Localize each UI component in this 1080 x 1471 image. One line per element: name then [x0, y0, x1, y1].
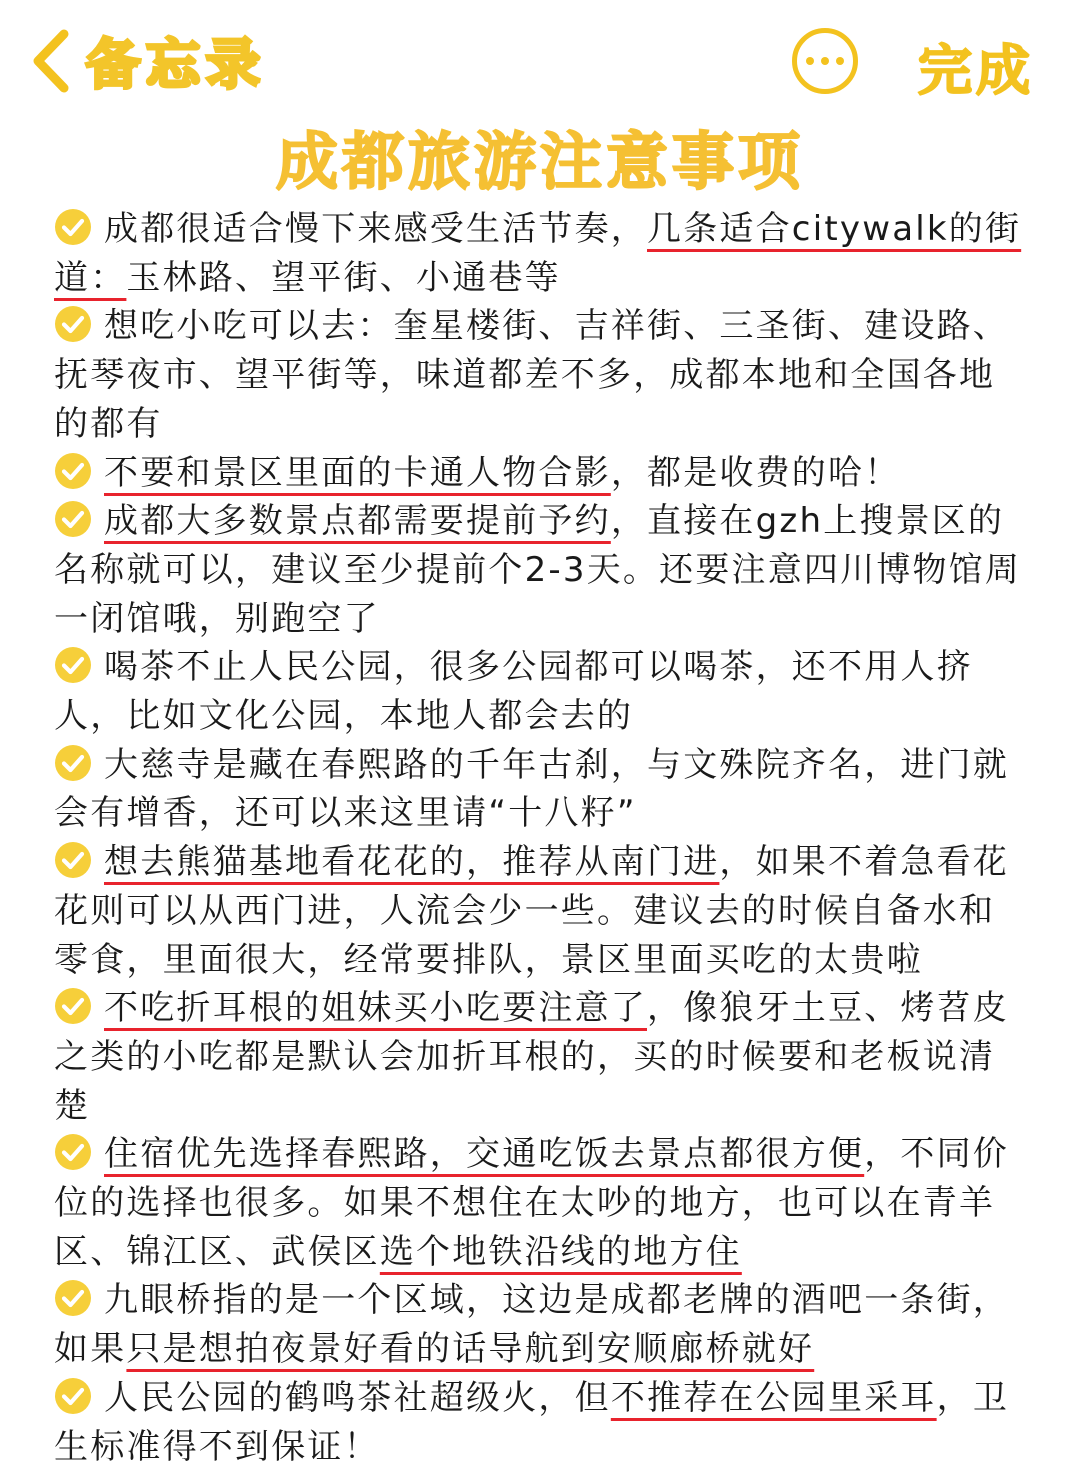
- underlined-text: 选个地铁沿线的地方住: [379, 1231, 742, 1272]
- underlined-text: 只是想拍夜景好看的话导航到安顺廊桥就好: [126, 1329, 815, 1370]
- note-text: 想吃小吃可以去：奎星楼街、吉祥街、三圣街、建设路、抚琴夜市、望平街等，味道都差不多，成都本地和全国各地的都有: [54, 306, 1009, 444]
- note-item: [54, 643, 1030, 740]
- underlined-text: 住宿优先选择春熙路，交通吃饭去景点都很方便: [104, 1134, 865, 1175]
- chevron-left-icon: [30, 28, 72, 94]
- underlined-text: 不推荐在公园里采耳: [610, 1377, 937, 1418]
- checkmark-icon: [54, 1377, 92, 1415]
- back-label: 备忘录: [86, 33, 266, 96]
- note-body[interactable]: [54, 205, 1030, 1471]
- checkmark-icon: [54, 452, 92, 490]
- checkmark-icon: [54, 208, 92, 246]
- more-options-button[interactable]: [792, 28, 858, 94]
- note-title: 成都旅游注意事项: [275, 125, 804, 198]
- note-text: ，如果不着急看花花则可以从西门进，人流会少一些。建议去的时候自备水和零食，里面很大，经常要排队，景区里面买吃的太贵啦: [54, 842, 1010, 980]
- note-item: [54, 1130, 1030, 1276]
- note-text: ，卫生标准得不到保证！: [54, 1377, 1010, 1467]
- note-text: 成都很适合慢下来感受生活节奏，: [104, 209, 647, 249]
- note-item: [54, 838, 1030, 984]
- more-icon: [806, 57, 814, 65]
- note-item: [54, 497, 1030, 643]
- checkmark-icon: [54, 987, 92, 1025]
- note-item: [54, 205, 1030, 302]
- note-item: [54, 1276, 1030, 1373]
- underlined-text: 不吃折耳根的姐妹买小吃要注意了: [104, 988, 647, 1029]
- note-text: ，都是收费的哈！: [610, 452, 901, 493]
- more-icon-dot: [821, 57, 829, 65]
- note-item: [54, 741, 1030, 838]
- note-item: [54, 1374, 1030, 1471]
- note-text: 喝茶不止人民公园，很多公园都可以喝茶，还不用人挤人，比如文化公园，本地人都会去的: [54, 647, 973, 737]
- note-text: ，直接在gzh上搜景区的名称就可以，建议至少提前个2-3天。还要注意四川博物馆周一闭馆哦，别跑空了: [54, 501, 1022, 639]
- checkmark-icon: [54, 305, 92, 343]
- note-item: [54, 302, 1030, 448]
- note-text: ，像狼牙土豆、烤苕皮之类的小吃都是默认会加折耳根的，买的时候要和老板说清楚: [54, 988, 1009, 1126]
- checkmark-icon: [54, 1279, 92, 1317]
- navigation-bar: [0, 0, 1080, 110]
- checkmark-icon: [54, 646, 92, 684]
- done-button[interactable]: 完成: [918, 39, 1034, 102]
- more-icon-dot: [836, 57, 844, 65]
- checkmark-icon: [54, 841, 92, 879]
- back-button[interactable]: [30, 22, 266, 99]
- checkmark-icon: [54, 500, 92, 538]
- note-text: 人民公园的鹤鸣茶社超级火，但: [104, 1377, 611, 1418]
- note-text: 九眼桥指的是一个区域，这边是成都老牌的酒吧一条街，如果: [54, 1280, 1009, 1370]
- note-item: [54, 984, 1030, 1130]
- note-item: [54, 449, 1030, 498]
- checkmark-icon: [54, 1133, 92, 1171]
- underlined-text: 成都大多数景点都需要提前予约: [104, 501, 611, 542]
- underlined-text: 想去熊猫基地看花花的，推荐从南门进: [104, 842, 720, 883]
- note-text: ，不同价位的选择也很多。如果不想住在太吵的地方，也可以在青羊区、锦江区、武侯区: [54, 1134, 1010, 1272]
- note-text: 玉林路、望平街、小通巷等: [126, 257, 561, 298]
- underlined-text: 不要和景区里面的卡通人物合影: [104, 452, 611, 493]
- note-text: 大慈寺是藏在春熙路的千年古刹，与文殊院齐名，进门就会有增香，还可以来这里请“十八籽”: [54, 744, 1009, 834]
- checkmark-icon: [54, 744, 92, 782]
- underlined-text: 几条适合citywalk的街道：: [54, 209, 1022, 298]
